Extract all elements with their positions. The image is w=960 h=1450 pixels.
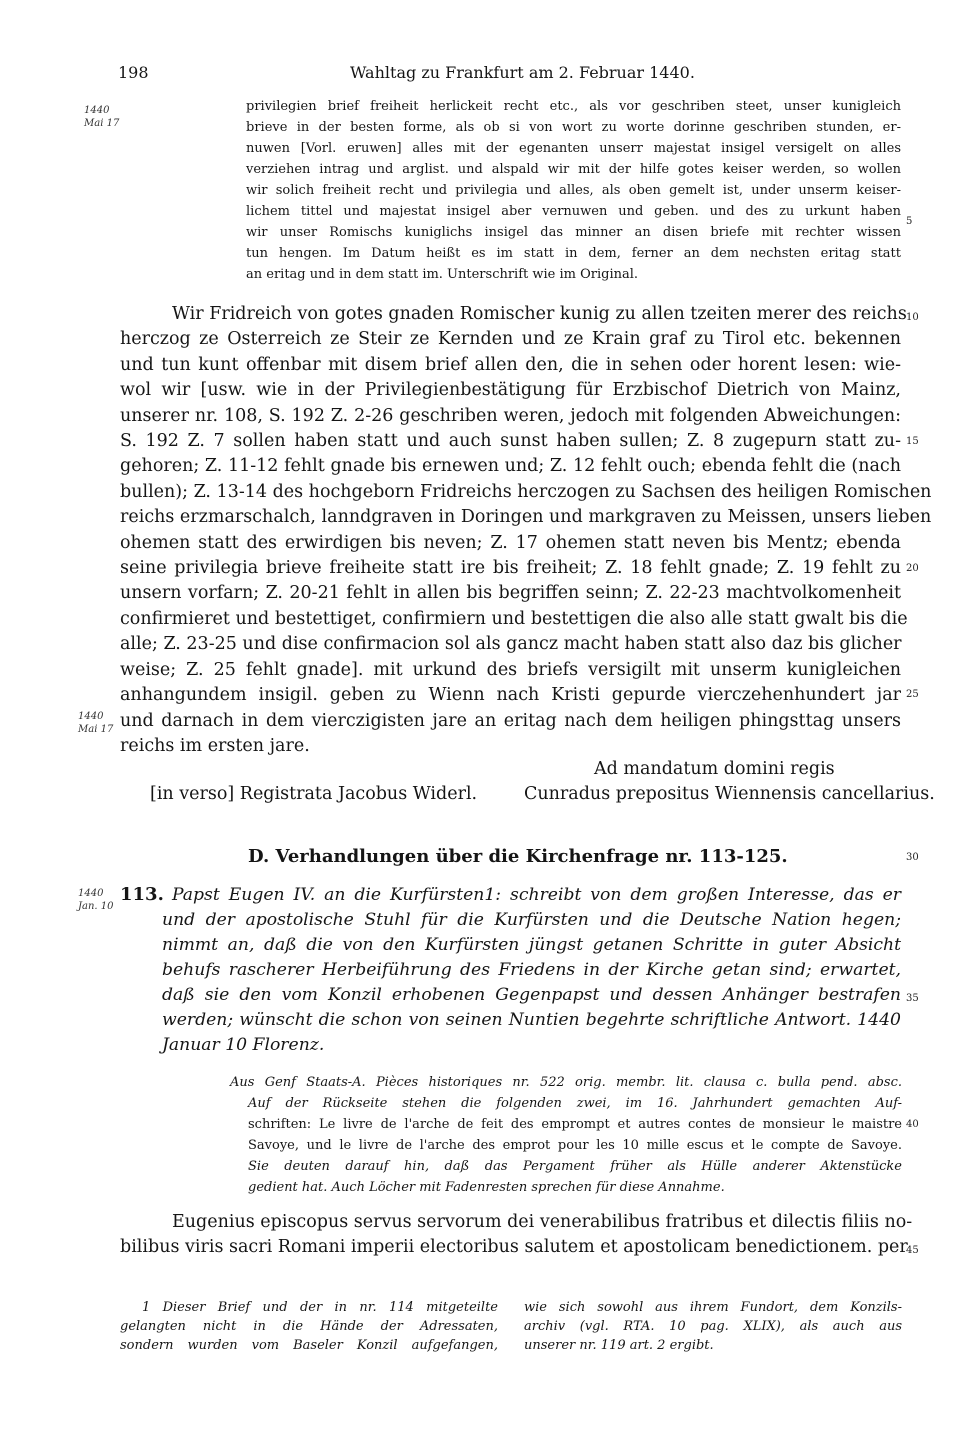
text-line: wir unser Romischs kuniglichs insigel das minner an disen briefe mit rechter wissen — [246, 225, 901, 240]
text-line: Auf der Rückseite stehen die folgenden zwei, im 16. Jahrhundert gemachten Auf- — [248, 1096, 902, 1111]
document-rubric — [162, 883, 901, 1058]
text-line: gehoren; Z. 11-12 fehlt gnade bis ernewen und; Z. 12 fehlt ouch; ebenda fehlt die (nach — [120, 456, 901, 477]
line-number: 15 — [906, 436, 919, 447]
text-line: lichem tittel und majestat insigel aber vernuwen und geben. und des zu urkunt haben — [246, 204, 901, 219]
margin-date: 1440 Jan. 10 — [78, 888, 114, 912]
text-line: privilegien brief freiheit herlickeit recht etc., als vor geschriben steet, unser kunigleich — [246, 99, 901, 114]
text-line: wir solich freiheit recht und privilegia und alles, als oben gemelt ist, under unserm keiser- — [246, 183, 901, 198]
text-line: verziehen intrag und arglist. und alspald wir mit der hilfe gotes keiser werden, so wollen — [246, 162, 901, 177]
text-line: bullen); Z. 13-14 des hochgeborn Fridreichs herczogen zu Sachsen des heiligen Romischen — [120, 481, 932, 502]
text-line: alle; Z. 23-25 und dise confirmacion sol als gancz macht haben statt also daz bis glicher — [120, 634, 902, 655]
text-line: bilibus viris sacri Romani imperii electoribus salutem et apostolicam benedictionem. per — [120, 1237, 908, 1258]
document-number: 113. — [120, 884, 164, 905]
text-line: confirmieret und bestettiget, confirmiern und bestettigen die also alle statt gwalt bis die — [120, 608, 908, 629]
text-line: daß sie den vom Konzil erhobenen Gegenpapst und dessen Anhänger bestrafen — [162, 985, 901, 1005]
margin-date: 1440 Mai 17 — [84, 105, 120, 129]
running-title: Wahltag zu Frankfurt am 2. Februar 1440. — [350, 63, 695, 82]
text-line: Savoye, und le livre de l'arche des emprot pour les 10 mille escus et le compte de Savoye. — [248, 1138, 902, 1153]
text-line: wol wir [usw. wie in der Privilegienbestätigung für Erzbischof Dietrich von Mainz, — [120, 380, 901, 401]
text-line: Eugenius episcopus servus servorum dei venerabilibus fratribus et dilectis filiis no- — [172, 1212, 913, 1232]
text-line: unsern vorfarn; Z. 20-21 fehlt in allen bis begriffen seinn; Z. 22-23 machtvolkomenheit — [120, 583, 901, 604]
text-line: weise; Z. 25 fehlt gnade]. mit urkund des briefs versigilt mit unserm kunigleichen — [120, 659, 901, 680]
text-line: nimmt an, daß die von den Kurfürsten jüngst getanen Schritte in guter Absicht — [162, 935, 901, 955]
line-number: 20 — [906, 563, 919, 574]
text-line: herczog ze Osterreich ze Steir ze Kernden und ze Krain graf zu Tirol etc. bekennen — [120, 329, 901, 350]
chancellor-line: Cunradus prepositus Wiennensis cancellarius. — [524, 784, 935, 804]
line-number: 30 — [906, 852, 919, 863]
page-number: 198 — [118, 63, 149, 82]
intro-paragraph — [246, 96, 901, 285]
text-line: unserer nr. 108, S. 192 Z. 2-26 geschriben weren, jedoch mit folgenden Abweichungen: — [120, 405, 901, 426]
line-number: 45 — [906, 1245, 919, 1256]
text-line: S. 192 Z. 7 sollen haben statt und auch sunst haben sullen; Z. 8 zugepurn statt zu- — [120, 431, 901, 452]
text-line: Aus Genf Staats-A. Pièces historiques nr. 522 orig. membr. lit. clausa c. bulla pend. absc. — [230, 1075, 902, 1090]
text-line: und darnach in dem vierczigisten jare an eritag nach dem heiligen phingsttag unsers — [120, 710, 901, 731]
text-line: tun hengen. Im Datum heißt es im statt in dem, ferner an dem nechsten eritag statt — [246, 246, 901, 261]
text-line: Sie deuten darauf hin, daß das Pergament früher als Hülle anderer Aktenstücke — [248, 1159, 902, 1174]
text-line: ohemen statt des erwirdigen bis neven; Z. 17 ohemen statt neven bis Mentz; ebenda — [120, 532, 901, 553]
text-line: Januar 10 Florenz. — [162, 1035, 325, 1055]
source-note — [230, 1072, 902, 1198]
text-line: an eritag und in dem statt im. Unterschrift wie im Original. — [246, 267, 639, 282]
line-number: 25 — [906, 689, 919, 700]
text-line: behufs rascherer Herbeiführung des Friedens in der Kirche getan sind; erwartet, — [162, 960, 901, 980]
text-line: archiv (vgl. RTA. 10 pag. XLIX), als auch aus — [524, 1319, 902, 1334]
text-line: gedient hat. Auch Löcher mit Fadenresten sprechen für diese Annahme. — [248, 1180, 725, 1195]
text-line: werden; wünscht die schon von seinen Nuntien begehrte schriftliche Antwort. 1440 — [162, 1010, 901, 1030]
text-line: anhangundem insigil. geben zu Wienn nach Kristi gepurde vierczehenhundert jar — [120, 685, 901, 706]
line-number: 5 — [906, 216, 913, 227]
registry-line: [in verso] Registrata Jacobus Widerl. — [150, 784, 478, 804]
mandate-line: Ad mandatum domini regis — [594, 759, 835, 779]
text-line: sondern wurden vom Baseler Konzil aufgefangen, — [120, 1338, 498, 1353]
text-line: reichs im ersten jare. — [120, 735, 310, 756]
text-line: schriften: Le livre de l'arche de feit des emprompt et autres contes de monsieur le maistre — [248, 1117, 902, 1132]
text-line: wie sich sowohl aus ihrem Fundort, dem Konzils- — [524, 1300, 902, 1315]
footnote-left — [120, 1298, 498, 1355]
footnote-right — [524, 1298, 902, 1355]
text-line: seine privilegia brieve freiheite statt ire bis freiheit; Z. 18 fehlt gnade; Z. 19 fehlt zu — [120, 558, 901, 579]
text-line: reichs erzmarschalch, lanndgraven in Doringen und markgraven zu Meissen, unsers lieben — [120, 507, 932, 528]
text-line: Papst Eugen IV. an die Kurfürsten1: schreibt von dem großen Interesse, das er — [172, 885, 901, 905]
line-number: 40 — [906, 1119, 919, 1130]
text-line: Wir Fridreich von gotes gnaden Romischer kunig zu allen tzeiten merer des reichs — [172, 304, 907, 324]
text-line: brieve in der besten forme, als ob si von wort zu worte dorinne geschriben stunden, er- — [246, 120, 901, 135]
text-line: 1 Dieser Brief und der in nr. 114 mitgeteilte — [142, 1300, 498, 1315]
line-number: 10 — [906, 312, 919, 323]
text-line: gelangten nicht in die Hände der Adressaten, — [120, 1319, 498, 1334]
line-number: 35 — [906, 993, 919, 1004]
section-heading: D. Verhandlungen über die Kirchenfrage nr. 113-125. — [248, 846, 788, 867]
text-line: unserer nr. 119 art. 2 ergibt. — [524, 1338, 714, 1353]
text-line: und tun kunt offenbar mit disem brief allen den, die in sehen oder horent lesen: wie- — [120, 354, 901, 375]
text-line: nuwen [Vorl. eruwen] alles mit der egenanten unserr majestat insigel versigelt on alles — [246, 141, 901, 156]
text-line: und der apostolische Stuhl für die Kurfürsten und die Deutsche Nation hegen; — [162, 910, 901, 930]
margin-date: 1440 Mai 17 — [78, 711, 114, 735]
